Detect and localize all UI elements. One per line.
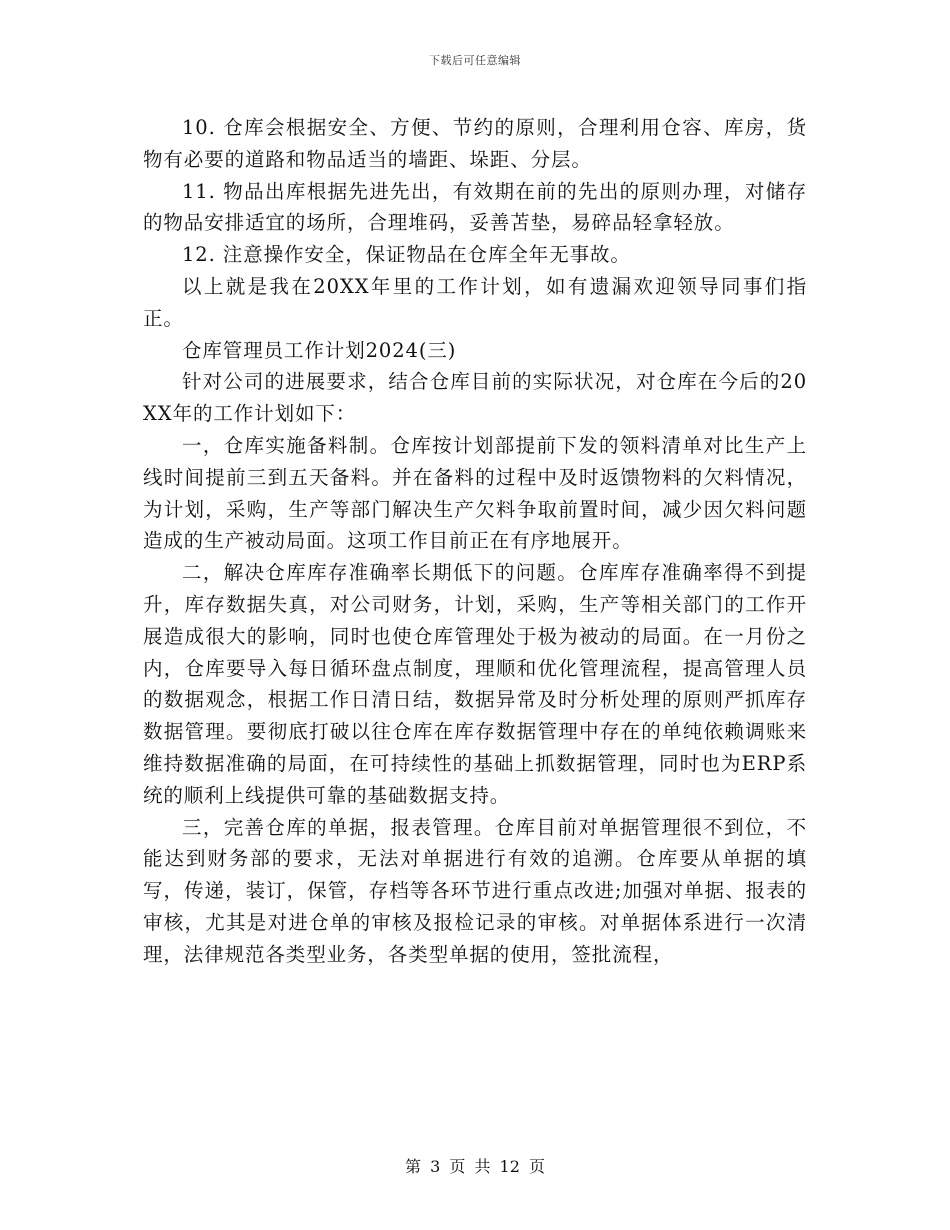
document-body bbox=[143, 112, 807, 971]
page-number: 第 3 页 共 12 页 bbox=[405, 1157, 545, 1176]
paragraph-intro: 针对公司的进展要求，结合仓库目前的实际状况，对仓库在今后的20XX年的工作计划如下： bbox=[143, 370, 807, 426]
paragraph-point-2: 二，解决仓库库存准确率长期低下的问题。仓库库存准确率得不到提升，库存数据失真，对公司财务，计划，采购，生产等相关部门的工作开展造成很大的影响，同时也使仓库管理处于极为被动的局面。在一月份之内，仓库要导入每日循环盘点制度，理顺和优化管理流程，提高管理人员的数据观念，根据工作日清日结，数据异常及时分析处理的原则严抓库存数据管理。要彻底打破以往仓库在库存数据管理中存在的单纯依赖调账来维持数据准确的局面，在可持续性的基础上抓数据管理，同时也为ERP系统的顺利上线提供可靠的基础数据支持。 bbox=[143, 561, 807, 807]
page-header-note: 下载后可任意编辑 bbox=[429, 54, 521, 67]
paragraph-item-12: 12. 注意操作安全，保证物品在仓库全年无事故。 bbox=[182, 243, 631, 267]
paragraph-point-3: 三，完善仓库的单据，报表管理。仓库目前对单据管理很不到位，不能达到财务部的要求，无法对单据进行有效的追溯。仓库要从单据的填写，传递，装订，保管，存档等各环节进行重点改进;加强对单据、报表的审核，尤其是对进仓单的审核及报检记录的审核。对单据体系进行一次清理，法律规范各类型业务，各类型单据的使用，签批流程， bbox=[143, 815, 807, 966]
paragraph-conclusion: 以上就是我在20XX年里的工作计划，如有遗漏欢迎领导同事们指正。 bbox=[143, 274, 807, 330]
section-title: 仓库管理员工作计划2024(三) bbox=[182, 338, 457, 362]
paragraph-item-10: 10. 仓库会根据安全、方便、节约的原则，合理利用仓容、库房，货物有必要的道路和物品适当的墙距、垛距、分层。 bbox=[143, 116, 807, 171]
paragraph-item-11: 11. 物品出库根据先进先出，有效期在前的先出的原则办理，对储存的物品安排适宜的场所，合理堆码，妥善苫垫，易碎品轻拿轻放。 bbox=[143, 179, 807, 235]
paragraph-point-1: 一，仓库实施备料制。仓库按计划部提前下发的领料清单对比生产上线时间提前三到五天备料。并在备料的过程中及时返馈物料的欠料情况，为计划，采购，生产等部门解决生产欠料争取前置时间，减少因欠料问题造成的生产被动局面。这项工作目前正在有序地展开。 bbox=[143, 433, 807, 553]
